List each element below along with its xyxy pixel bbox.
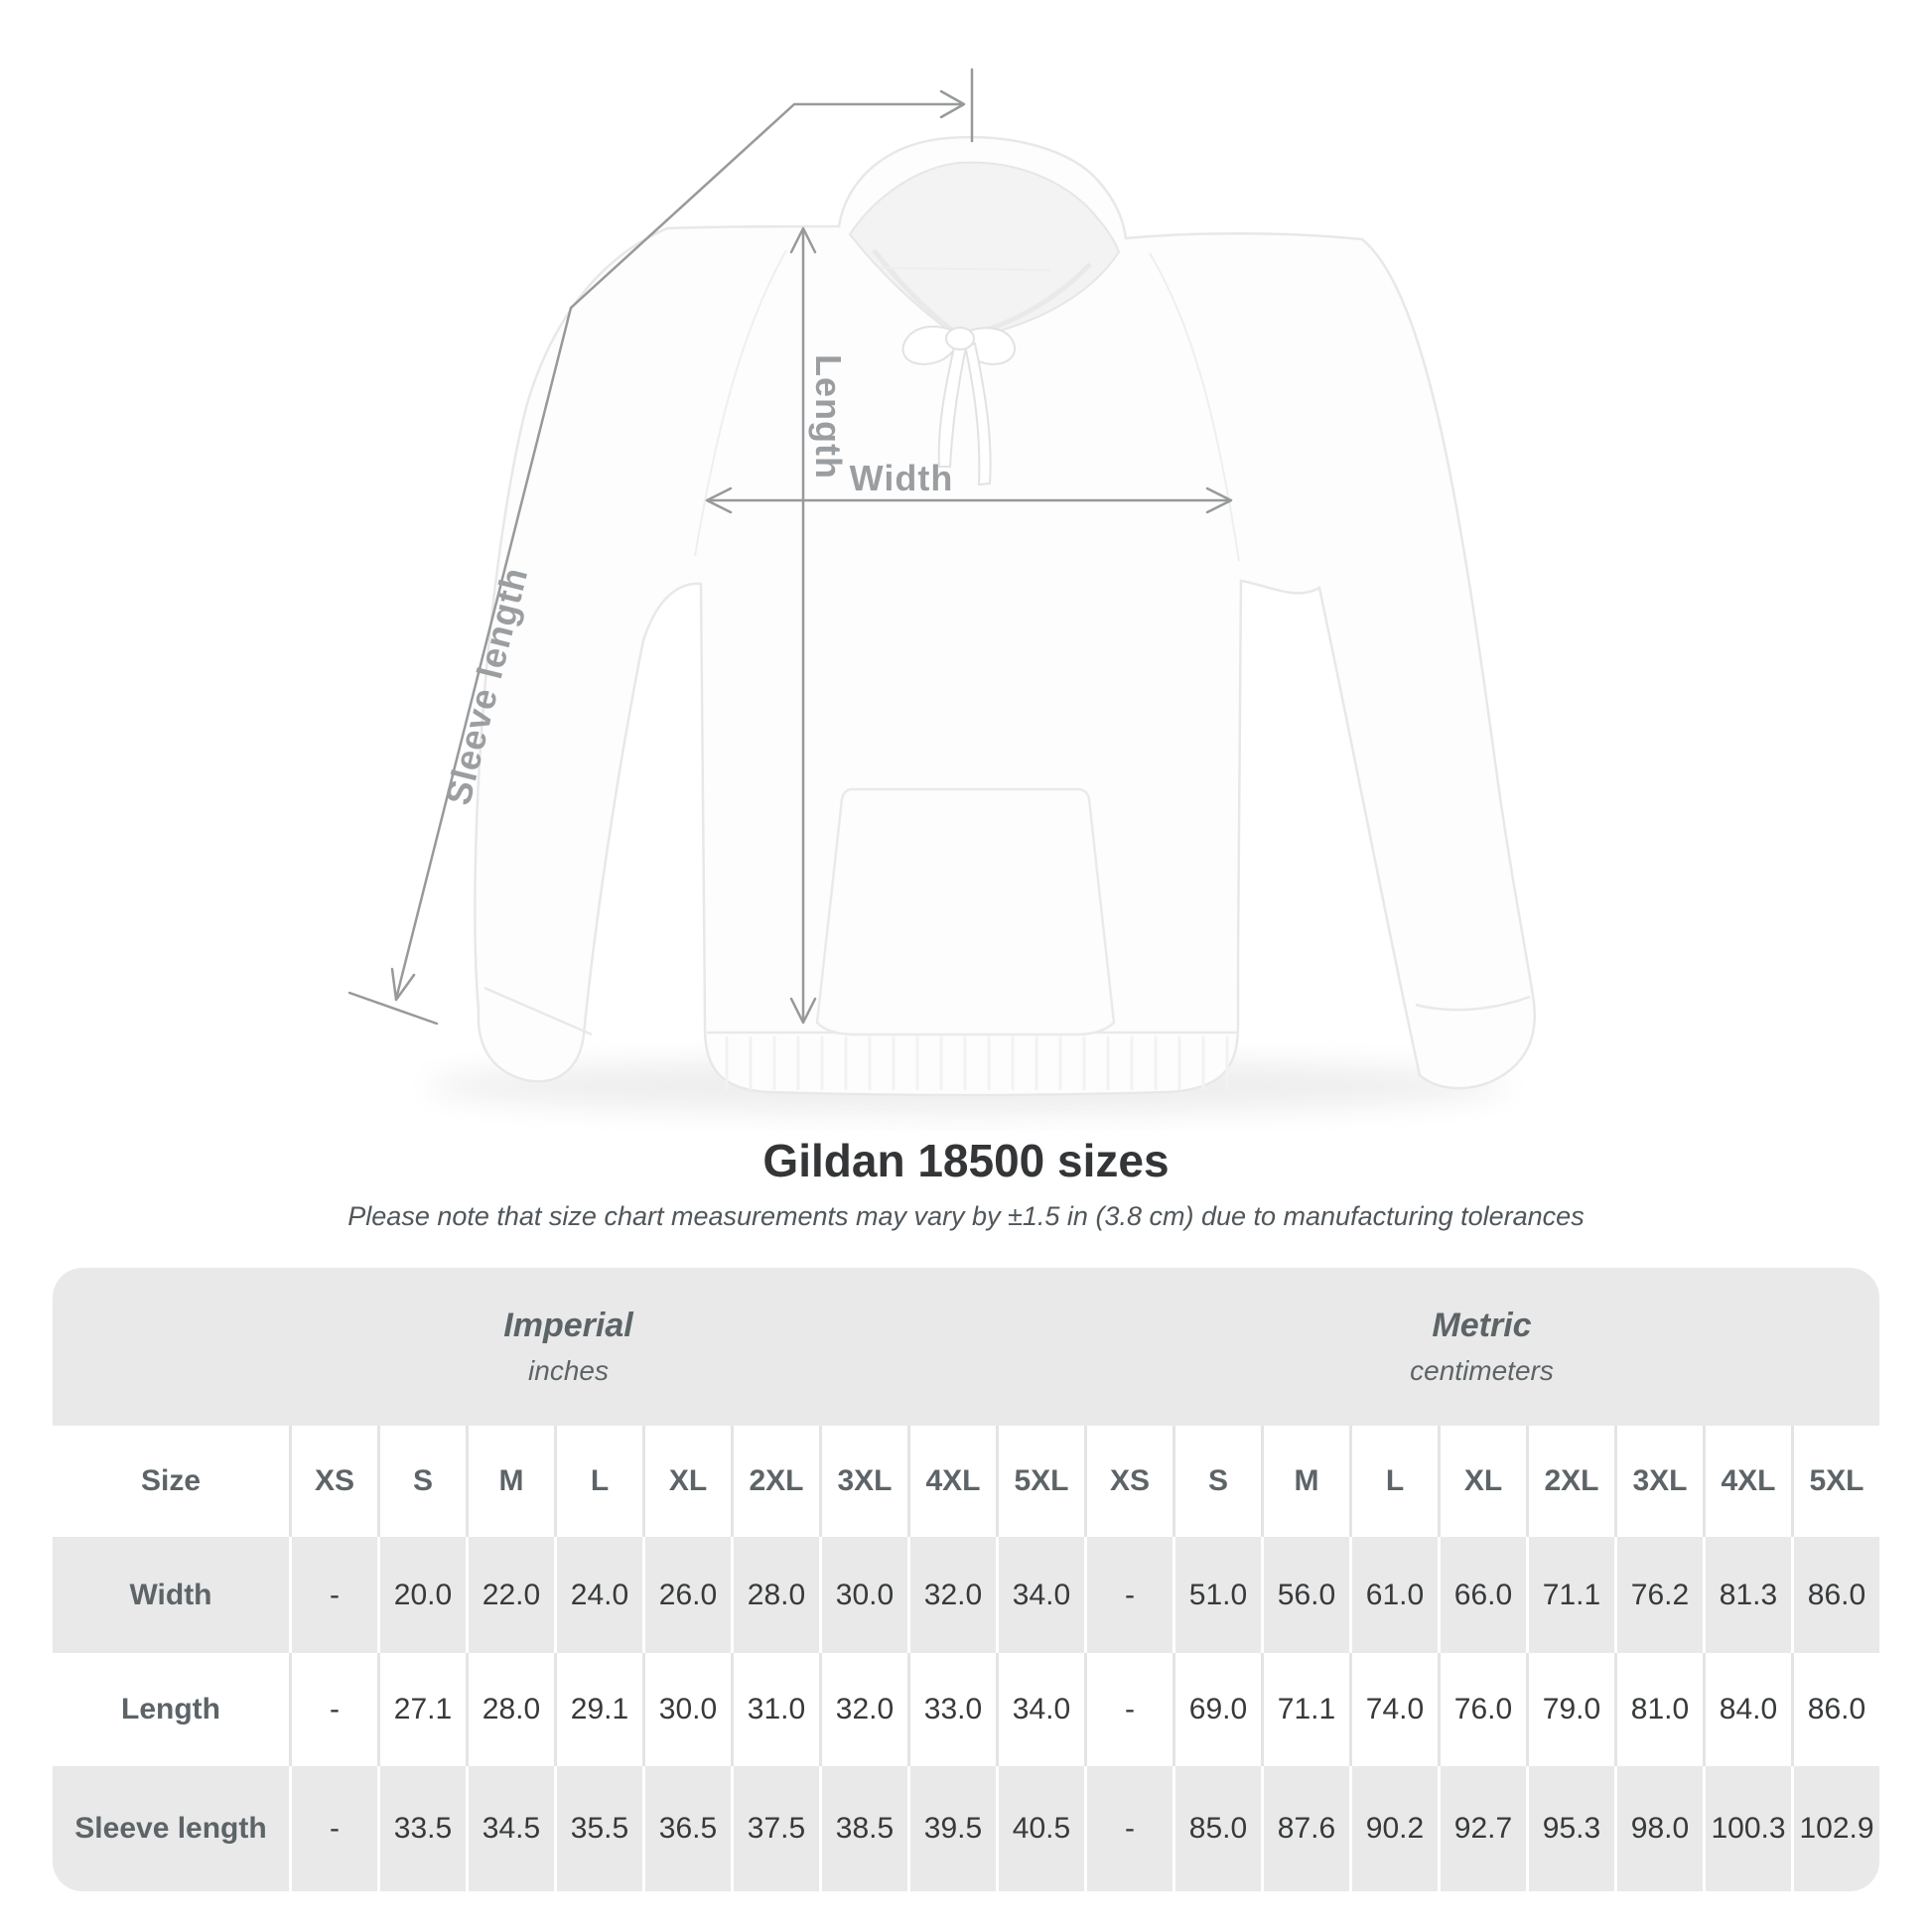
measurement-value-metric: 86.0: [1791, 1653, 1879, 1766]
measurement-value-imperial: 33.0: [907, 1653, 996, 1766]
measurement-value-imperial: 31.0: [731, 1653, 819, 1766]
measurement-value-imperial: 34.0: [996, 1653, 1084, 1766]
size-header-imperial: 3XL: [819, 1426, 907, 1537]
measurement-value-imperial: 26.0: [642, 1537, 731, 1653]
measurement-value-metric: 76.0: [1438, 1653, 1526, 1766]
metric-group-unit: centimeters: [1410, 1355, 1554, 1386]
measurement-value-metric: 74.0: [1349, 1653, 1438, 1766]
hoodie-illustration: [427, 137, 1535, 1114]
kangaroo-pocket: [817, 789, 1114, 1035]
measurement-value-imperial: 28.0: [731, 1537, 819, 1653]
measurement-value-imperial: 39.5: [907, 1766, 996, 1891]
row-label: Sleeve length: [74, 1812, 267, 1845]
unit-group-row: [53, 1268, 1879, 1426]
measurement-value-metric: 87.6: [1261, 1766, 1349, 1891]
size-header-imperial: XS: [289, 1426, 377, 1537]
size-header-imperial: 2XL: [731, 1426, 819, 1537]
size-header-metric: 3XL: [1614, 1426, 1703, 1537]
size-header-row: [53, 1426, 1879, 1537]
measurement-value-imperial: 32.0: [907, 1537, 996, 1653]
measurement-value-imperial: 37.5: [731, 1766, 819, 1891]
row-label: Width: [129, 1578, 212, 1611]
size-header-imperial: M: [466, 1426, 554, 1537]
size-table: [53, 1268, 1879, 1891]
measurement-value-imperial: 24.0: [554, 1537, 642, 1653]
measurement-value-metric: 81.3: [1703, 1537, 1791, 1653]
measurement-value-imperial: -: [289, 1653, 377, 1766]
measurement-value-metric: 98.0: [1614, 1766, 1703, 1891]
size-header-metric: 2XL: [1526, 1426, 1614, 1537]
measurement-value-metric: 79.0: [1526, 1653, 1614, 1766]
measurement-value-metric: 69.0: [1173, 1653, 1261, 1766]
metric-group-header: [1084, 1268, 1879, 1426]
measurement-value-imperial: 20.0: [377, 1537, 466, 1653]
measurement-value-imperial: 36.5: [642, 1766, 731, 1891]
size-header-metric: XS: [1084, 1426, 1173, 1537]
size-header-metric: M: [1261, 1426, 1349, 1537]
measurement-value-imperial: 29.1: [554, 1653, 642, 1766]
measurement-value-metric: 56.0: [1261, 1537, 1349, 1653]
size-header-metric: XL: [1438, 1426, 1526, 1537]
measurement-value-metric: 95.3: [1526, 1766, 1614, 1891]
measurement-value-imperial: 34.5: [466, 1766, 554, 1891]
size-header-imperial: 5XL: [996, 1426, 1084, 1537]
measurement-value-metric: 85.0: [1173, 1766, 1261, 1891]
width-figure-label: Width: [849, 458, 954, 498]
measurement-value-imperial: -: [289, 1766, 377, 1891]
measurement-value-metric: 102.9: [1791, 1766, 1879, 1891]
measurement-value-metric: 71.1: [1526, 1537, 1614, 1653]
measurement-row-width: [53, 1537, 1879, 1653]
measurement-row-sleeve-length: [53, 1766, 1879, 1891]
measurement-value-metric: 66.0: [1438, 1537, 1526, 1653]
tolerance-note: Please note that size chart measurements may vary by ±1.5 in (3.8 cm) due to manufacturing tolerances: [347, 1201, 1585, 1231]
size-header-metric: 4XL: [1703, 1426, 1791, 1537]
imperial-group-unit: inches: [528, 1355, 609, 1386]
measurement-value-metric: -: [1084, 1537, 1173, 1653]
sleeve-length-figure-label: Sleeve length: [437, 563, 536, 809]
measurement-value-metric: -: [1084, 1766, 1173, 1891]
measurement-value-imperial: 32.0: [819, 1653, 907, 1766]
size-column-header: Size: [140, 1464, 202, 1497]
measurement-row-length: [53, 1653, 1879, 1766]
page-title: Gildan 18500 sizes: [762, 1135, 1170, 1186]
sleeve-end-tick-bottom: [349, 993, 437, 1024]
size-header-imperial: L: [554, 1426, 642, 1537]
measurement-value-metric: 81.0: [1614, 1653, 1703, 1766]
length-figure-label: Length: [808, 354, 849, 480]
metric-group-label: Metric: [1432, 1307, 1532, 1344]
measurement-value-metric: 92.7: [1438, 1766, 1526, 1891]
size-header-metric: L: [1349, 1426, 1438, 1537]
measurement-value-imperial: -: [289, 1537, 377, 1653]
measurement-value-imperial: 30.0: [819, 1537, 907, 1653]
measurement-value-metric: -: [1084, 1653, 1173, 1766]
size-header-imperial: XL: [642, 1426, 731, 1537]
measurement-value-imperial: 22.0: [466, 1537, 554, 1653]
measurement-value-metric: 61.0: [1349, 1537, 1438, 1653]
measurement-value-imperial: 38.5: [819, 1766, 907, 1891]
imperial-group-label: Imperial: [503, 1307, 633, 1344]
measurement-value-imperial: 28.0: [466, 1653, 554, 1766]
size-header-metric: S: [1173, 1426, 1261, 1537]
measurement-value-imperial: 33.5: [377, 1766, 466, 1891]
measurement-value-metric: 86.0: [1791, 1537, 1879, 1653]
measurement-value-imperial: 34.0: [996, 1537, 1084, 1653]
measurement-value-metric: 84.0: [1703, 1653, 1791, 1766]
measurement-value-metric: 90.2: [1349, 1766, 1438, 1891]
measurement-value-imperial: 40.5: [996, 1766, 1084, 1891]
size-header-metric: 5XL: [1791, 1426, 1879, 1537]
measurement-value-metric: 76.2: [1614, 1537, 1703, 1653]
row-label: Length: [121, 1693, 220, 1725]
measurement-value-metric: 71.1: [1261, 1653, 1349, 1766]
measurement-value-imperial: 35.5: [554, 1766, 642, 1891]
size-header-imperial: S: [377, 1426, 466, 1537]
hem-ribbing: [709, 1036, 1236, 1090]
measurement-value-imperial: 30.0: [642, 1653, 731, 1766]
measurement-value-metric: 100.3: [1703, 1766, 1791, 1891]
imperial-group-header: [53, 1268, 1084, 1426]
measurement-rows: [53, 1537, 1879, 1891]
measurement-value-imperial: 27.1: [377, 1653, 466, 1766]
measurement-value-metric: 51.0: [1173, 1537, 1261, 1653]
size-header-imperial: 4XL: [907, 1426, 996, 1537]
